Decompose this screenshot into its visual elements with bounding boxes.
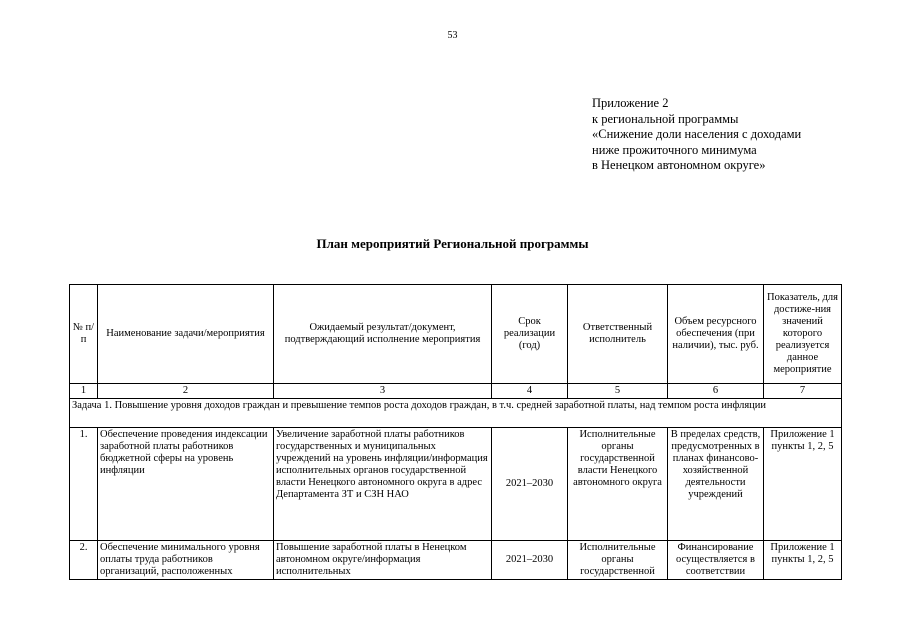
column-number: 2: [98, 384, 274, 399]
column-number-row: [70, 384, 842, 399]
header-cell-num: № п/п: [70, 285, 98, 384]
row-term: 2021–2030: [492, 541, 568, 580]
appendix-line: ниже прожиточного минимума: [592, 142, 757, 157]
header-cell-executor: Ответственный исполнитель: [568, 285, 668, 384]
row-name: Обеспечение проведения индексации заработной платы работников бюджетной сферы на уровень инфляции: [98, 428, 274, 541]
row-resources: В пределах средств, предусмотренных в планах финансово-хозяйственной деятельности учреждений: [668, 428, 764, 541]
plan-table: [69, 284, 842, 580]
document-title: План мероприятий Региональной программы: [316, 236, 589, 251]
column-number: 3: [274, 384, 492, 399]
header-cell-resources: Объем ресурсного обеспечения (при наличии), тыс. руб.: [668, 285, 764, 384]
task-row: [70, 399, 842, 428]
header-cell-indicator: Показатель, для достиже-ния значений которого реализуется данное мероприятие: [764, 285, 842, 384]
appendix-note: [592, 96, 892, 174]
column-number: 1: [70, 384, 98, 399]
row-indicator: Приложение 1 пункты 1, 2, 5: [764, 541, 842, 580]
column-number: 5: [568, 384, 668, 399]
row-num: 2.: [70, 541, 98, 580]
table-row: [70, 428, 842, 541]
column-number: 7: [764, 384, 842, 399]
row-name: Обеспечение минимального уровня оплаты труда работников организаций, расположенных: [98, 541, 274, 580]
appendix-line: Приложение 2: [592, 96, 669, 110]
page-number: 53: [447, 30, 458, 41]
row-executor: Исполнительные органы государственной власти Ненецкого автономного округа: [568, 428, 668, 541]
column-number: 6: [668, 384, 764, 399]
task-heading: Задача 1. Повышение уровня доходов граждан и превышение темпов роста доходов граждан, в т.ч. средней заработной платы, над темпом роста инфляции: [70, 399, 842, 428]
appendix-line: к региональной программы: [592, 111, 739, 126]
header-row: [70, 285, 842, 384]
row-resources: Финансирование осуществляется в соответствии: [668, 541, 764, 580]
appendix-line: «Снижение доли населения с доходами: [592, 127, 802, 141]
header-cell-result: Ожидаемый результат/документ, подтверждающий исполнение мероприятия: [274, 285, 492, 384]
row-term: 2021–2030: [492, 428, 568, 541]
appendix-line: в Ненецком автономном округе»: [592, 158, 766, 172]
row-result: Повышение заработной платы в Ненецком автономном округе/информация исполнительных: [274, 541, 492, 580]
column-number: 4: [492, 384, 568, 399]
table-row: [70, 541, 842, 580]
header-cell-name: Наименование задачи/мероприятия: [98, 285, 274, 384]
header-cell-term: Срок реализации (год): [492, 285, 568, 384]
row-num: 1.: [70, 428, 98, 541]
row-result: Увеличение заработной платы работников государственных и муниципальных учреждений на уровень инфляции/информация исполнительных органов государственной власти Ненецкого автономного округа в адрес Департамента ЗТ и СЗН НАО: [274, 428, 492, 541]
row-indicator: Приложение 1 пункты 1, 2, 5: [764, 428, 842, 541]
row-executor: Исполнительные органы государственной: [568, 541, 668, 580]
